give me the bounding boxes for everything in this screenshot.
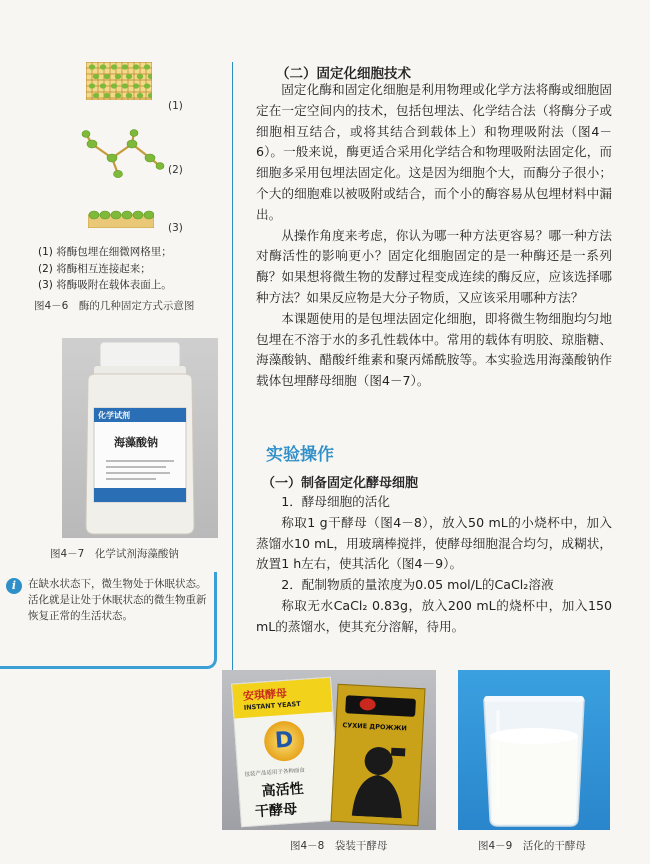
yeast-packet-2 [330, 684, 425, 826]
enzyme-dot [93, 74, 99, 79]
packet-1-subtitle: 包装产品适用于各种面食 [244, 767, 306, 778]
packet-2-text: СУХИЕ ДРОЖЖИ [342, 721, 408, 733]
enzyme-dot [104, 74, 110, 79]
figure-4-6-caption: 图4－6 酶的几种固定方式示意图 [34, 300, 195, 312]
figure-4-6-legend [38, 244, 172, 294]
enzyme-dot [111, 64, 117, 69]
enzyme-dot [137, 74, 143, 79]
step-2-title: 2．配制物质的量浓度为0.05 mol/L的CaCl₂溶液 [281, 577, 554, 593]
legend-item: (3) 将酶吸附在载体表面上。 [38, 279, 172, 291]
activated-yeast-photo [458, 670, 610, 830]
note-text: 在缺水状态下，微生物处于休眠状态。活化就是让处于休眠状态的微生物重新恢复正常的生活状态。 [28, 578, 207, 622]
enzyme-dot [100, 83, 106, 88]
enzyme-dot [93, 93, 99, 98]
packet-1-logo: D [263, 720, 306, 763]
legend-item: (1) 将酶包埋在细微网格里； [38, 246, 172, 258]
adsorption-diagram [88, 206, 154, 228]
section-title: （二）固定化细胞技术 [276, 66, 411, 82]
figure-4-9-caption: 图4－9 活化的干酵母 [478, 840, 586, 852]
paragraph: 本课题使用的是包埋法固定化细胞，即将微生物细胞均匀地包埋在不溶于水的多孔性载体中。常用的载体有明胶、琼脂糖、海藻酸钠、醋酸纤维素和聚丙烯酰胺等。本实验选用海藻酸钠作载体包埋酵母细胞（图4－7）。 [256, 310, 612, 389]
enzyme-dot [144, 64, 150, 69]
experiment-title: 实验操作 [266, 445, 334, 465]
step-2-text: 称取无水CaCl₂ 0.83g，放入200 mL的烧杯中，加入150 mL的蒸馏水，使其充分溶解，待用。 [256, 597, 612, 634]
mesh-embedding-diagram [86, 62, 152, 100]
packet-2-silhouette [342, 737, 412, 818]
info-icon: i [6, 578, 22, 594]
enzyme-dot [111, 83, 117, 88]
bottle-brand: 化学试剂 [98, 411, 130, 420]
packet-1-line-1: 高活性 [261, 780, 305, 800]
crosslink-diagram [78, 128, 166, 180]
bottle-name: 海藻酸钠 [114, 436, 158, 449]
figure-label-3: (3) [168, 222, 183, 234]
paragraph: 固定化酶和固定化细胞是利用物理或化学方法将酶或细胞固定在一定空间内的技术，包括包埋法、化学结合法（将酶分子或细胞相互结合，或将其结合到载体上）和物理吸附法（图4－6）。一般来说，酶更适合采用化学结合和物理吸附法固定化，而细胞多采用包埋法固定化。这是因为细胞个大，而酶分子很小；个大的细胞难以被吸附或结合，而个小的酶容易从包埋材料中漏出。 [256, 82, 612, 222]
packet-1-line-2: 干酵母 [254, 801, 298, 821]
enzyme-dot [137, 93, 143, 98]
enzyme-dot [122, 83, 128, 88]
step-1-text: 称取1 g干酵母（图4－8），放入50 mL的小烧杯中，加入蒸馏水10 mL，用玻璃棒搅拌，使酵母细胞混合均匀，成糊状，放置1 h左右，使其活化（图4－9）。 [256, 514, 612, 572]
yeast-packet-1 [231, 677, 341, 828]
figure-4-7-caption: 图4－7 化学试剂海藻酸钠 [50, 548, 179, 560]
enzyme-dot [133, 64, 139, 69]
enzyme-dot [89, 64, 95, 69]
figure-label-2: (2) [168, 164, 183, 176]
enzyme-dot [133, 83, 139, 88]
packet-1-english: INSTANT YEAST [243, 699, 301, 712]
section-body [256, 80, 612, 392]
enzyme-dot [100, 64, 106, 69]
experiment-subtitle: （一）制备固定化酵母细胞 [262, 476, 419, 491]
enzyme-dot [115, 93, 121, 98]
enzyme-dot [122, 64, 128, 69]
enzyme-dot [126, 93, 132, 98]
figure-label-1: (1) [168, 100, 183, 112]
paragraph: 从操作角度来考虑，你认为哪一种方法更容易？哪一种方法对酶活性的影响更小？固定化细胞固定的是一种酶还是一系列酶？如果想将微生物的发酵过程变成连续的酶反应，应该选择哪种方法？如果反应物是大分子物质，又应该采用哪种方法？ [256, 227, 612, 305]
enzyme-dot [104, 93, 110, 98]
step-1-title: 1．酵母细胞的活化 [281, 494, 390, 509]
figure-4-8-caption: 图4－8 袋装干酵母 [290, 840, 388, 852]
enzyme-dot [126, 74, 132, 79]
column-divider [232, 62, 233, 670]
enzyme-dot [89, 83, 95, 88]
enzyme-dot [115, 74, 121, 79]
sodium-alginate-bottle-photo [62, 338, 218, 538]
legend-item: (2) 将酶相互连接起来； [38, 262, 151, 275]
experiment-body [256, 492, 612, 638]
yeast-packets-photo [222, 670, 436, 830]
beaker-illustration [458, 670, 610, 830]
enzyme-dot [144, 83, 150, 88]
packet-1-brand: 安琪酵母 [242, 686, 288, 703]
